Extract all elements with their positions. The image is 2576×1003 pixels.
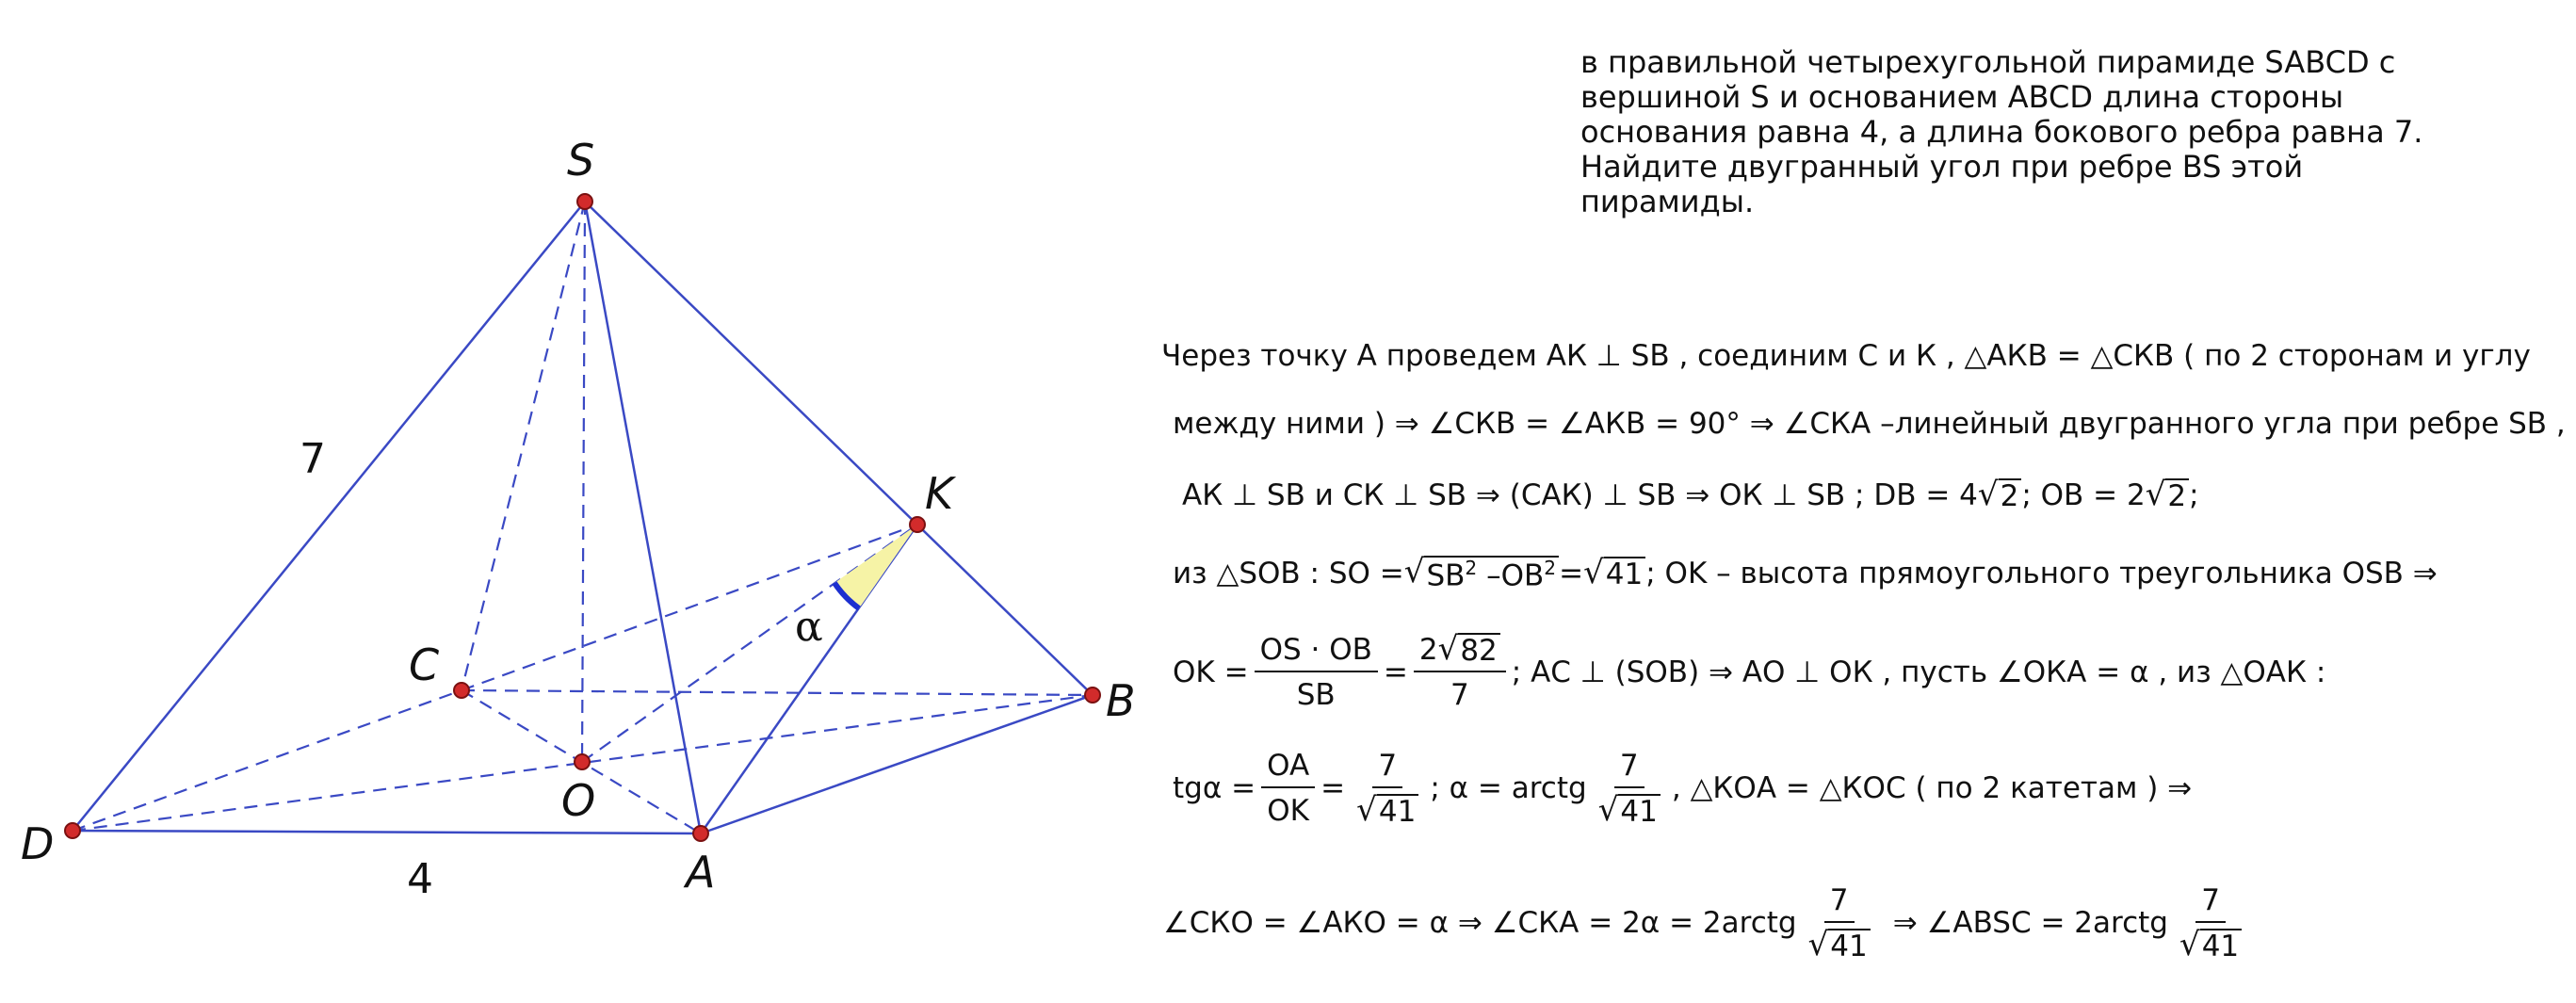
solution-text: ⇒ ∠ABSC = 2arctg [1892,906,2168,940]
edge-label-lateral: 7 [300,435,326,483]
sqrt-expression: √ 2 [2146,478,2189,512]
point-C [454,683,469,698]
label-K: K [925,468,954,519]
solution-line-4 [1173,553,2438,593]
label-S: S [567,135,595,186]
solution-text: ∠СКО = ∠АКО = α ⇒ ∠СКА = 2α = 2arctg [1163,906,1797,940]
solution-text: = [1559,556,1584,590]
edge-label-base: 4 [407,855,433,903]
fraction: 7 √ 41 [1351,749,1424,828]
edge-SD [73,202,585,831]
fraction: 7 √ 41 [1803,883,1876,963]
problem-line: пирамиды. [1580,184,1755,219]
sqrt-expression: √ 2 [1978,478,2021,512]
problem-line: основания равна 4, а длина бокового ребра равна 7. [1580,114,2423,150]
angle-label-alpha: α [795,603,823,651]
sqrt-expression: √ 41 [1583,557,1645,590]
solution-line-3 [1182,478,2199,512]
solution-text: ; α = arctg [1430,771,1587,805]
fraction: 2 √ 82 7 [1414,633,1506,712]
label-A: A [686,847,716,898]
label-O: O [561,775,596,826]
fraction: $\frac{OS \cdot OB}{SB}$ [1255,633,1378,712]
point-S [577,194,592,209]
label-B: B [1106,675,1136,726]
solution-text: = [1320,771,1346,805]
solution-text: tgα = [1173,771,1256,805]
solution-text: = [1383,655,1408,689]
solution-text: из △SOB : SO = [1173,556,1404,590]
problem-line: вершиной S и основанием ABCD длина стороны [1580,79,2344,115]
solution-line-5 [1173,630,2326,712]
point-K [910,517,925,532]
height-SO [582,202,585,762]
solution-line-6 [1173,749,2192,828]
solution-line-2 [1173,407,2566,441]
problem-statement [1580,45,2513,219]
solution-text: ; OB = 2 [2021,478,2146,512]
label-D: D [21,818,55,869]
edge-AB [701,695,1093,833]
edge-DA [73,831,701,833]
solution-text: OK = [1173,655,1249,689]
solution-text: между ними ) ⇒ ∠СКВ = ∠АКВ = 90° ⇒ ∠СКА –линейный двугранного угла при ребре SB , [1173,407,2566,441]
label-C: C [409,639,440,690]
fraction: $\frac{OA}{OK}$ [1261,749,1315,828]
pyramid-diagram [0,0,1136,1003]
point-D [65,823,80,838]
sqrt-expression: √ $SB^2$ $-OB^2$ [1404,556,1559,591]
solution-text: АК ⊥ SB и СК ⊥ SB ⇒ (САК) ⊥ SB ⇒ ОК ⊥ SB ; DB = 4 [1182,478,1978,512]
solution-text: ; OK – высота прямоугольного треугольника OSB ⇒ [1645,556,2438,590]
problem-line: в правильной четырехугольной пирамиде SABCD с [1580,44,2396,80]
solution-text: ; [2189,478,2199,512]
edge-SC [462,202,585,690]
edge-CB [462,690,1093,695]
solution-text: ; АС ⊥ (SOB) ⇒ АО ⊥ ОК , пусть ∠ОКА = α , из △ОАК : [1511,655,2326,689]
segment-CK [462,525,917,690]
solution-text: Через точку А проведем АК ⊥ SB , соединим С и К , △АКВ = △СКВ ( по 2 сторонам и углу [1161,339,2531,373]
point-B [1085,688,1100,703]
problem-line: Найдите двугранный угол при ребре BS этой [1580,149,2304,185]
fraction: 7 √ 41 [1593,749,1666,828]
point-O [575,754,590,769]
solution-line-1 [1161,339,2531,373]
solution-text: , △КОА = △КОС ( по 2 катетам ) ⇒ [1671,771,2193,805]
point-A [693,826,708,841]
fraction: 7 √ 41 [2174,883,2247,963]
solution-line-7 [1163,883,2253,963]
